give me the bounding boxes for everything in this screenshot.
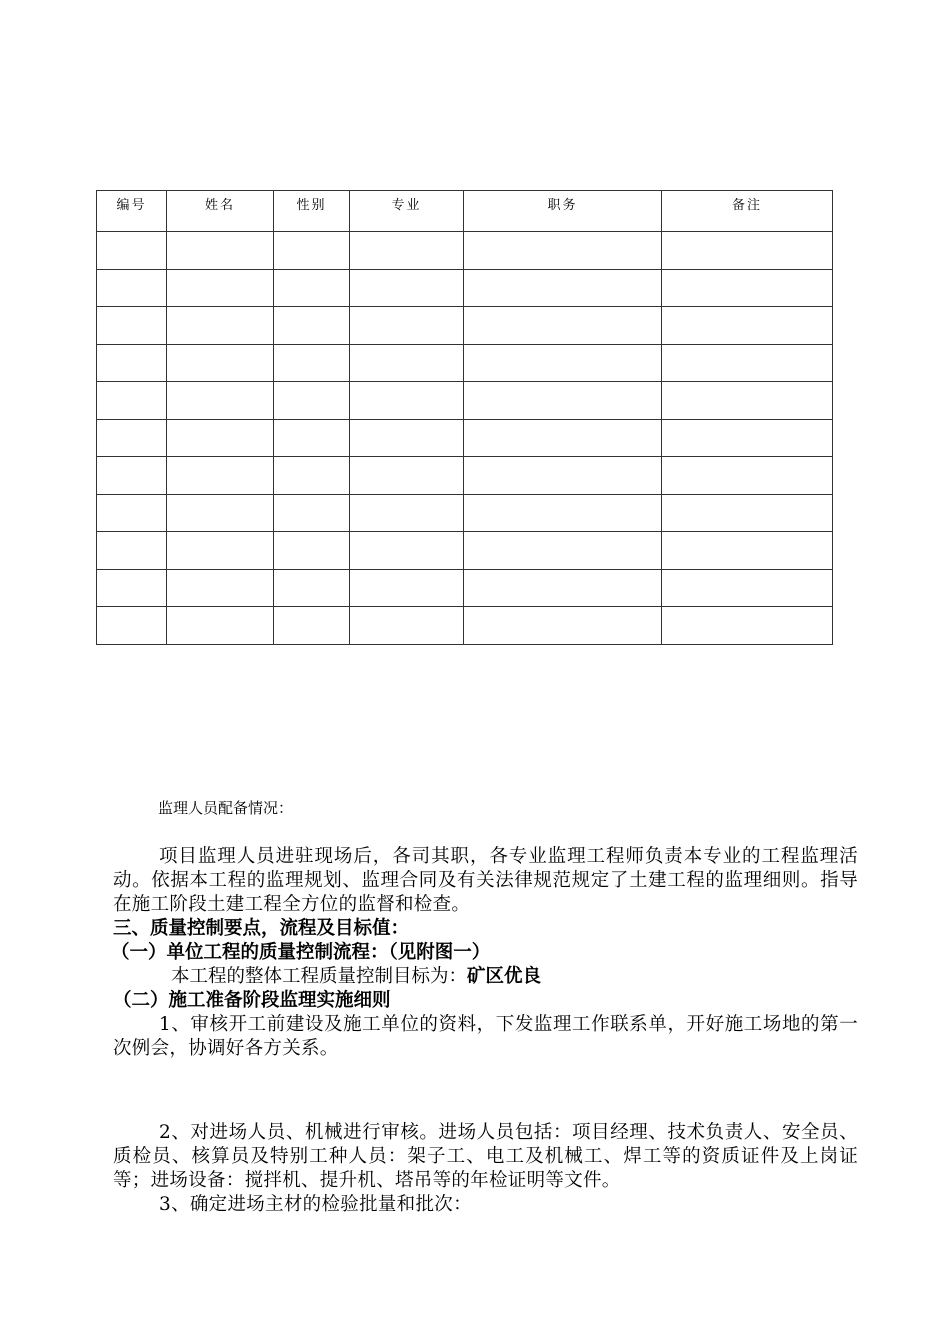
table-cell <box>274 307 350 345</box>
table-row <box>97 344 833 382</box>
table-cell <box>662 307 833 345</box>
list-item-3: 3、确定进场主材的检验批量和批次： <box>159 1194 472 1215</box>
table-cell <box>662 232 833 270</box>
table-cell <box>167 419 274 457</box>
table-cell <box>350 269 464 307</box>
table-cell <box>167 607 274 645</box>
table-header-row <box>97 191 833 232</box>
table-caption: 监理人员配备情况： <box>158 799 294 817</box>
table-cell <box>662 607 833 645</box>
table-row <box>97 269 833 307</box>
table-cell <box>167 532 274 570</box>
table-cell <box>350 307 464 345</box>
table-cell <box>274 607 350 645</box>
quality-goal-line <box>113 965 858 989</box>
heading-section-3: 三、质量控制要点，流程及目标值： <box>113 918 410 939</box>
table-cell <box>97 494 167 532</box>
table-row <box>97 232 833 270</box>
table-cell <box>167 569 274 607</box>
table-cell <box>350 419 464 457</box>
col-header-gender: 性别 <box>274 191 350 232</box>
table-cell <box>350 344 464 382</box>
table-cell <box>274 419 350 457</box>
table-cell <box>97 569 167 607</box>
table-cell <box>662 419 833 457</box>
table-cell <box>167 232 274 270</box>
table-cell <box>662 569 833 607</box>
table-row <box>97 607 833 645</box>
table-cell <box>274 494 350 532</box>
table-cell <box>662 494 833 532</box>
table-cell <box>464 607 662 645</box>
quality-goal-value: 矿区优良 <box>467 966 542 987</box>
table-cell <box>274 232 350 270</box>
table-cell <box>97 232 167 270</box>
table-cell <box>350 569 464 607</box>
table-cell <box>97 419 167 457</box>
table-cell <box>97 344 167 382</box>
table-row <box>97 419 833 457</box>
section-text-2 <box>113 1121 858 1217</box>
staff-table <box>96 190 833 645</box>
col-header-specialty: 专业 <box>350 191 464 232</box>
table-cell <box>97 532 167 570</box>
col-header-number: 编号 <box>97 191 167 232</box>
table-cell <box>97 382 167 420</box>
table-cell <box>167 382 274 420</box>
list-item-2: 2、对进场人员、机械进行审核。进场人员包括：项目经理、技术负责人、安全员、质检员、核算员及特别工种人员：架子工、电工及机械工、焊工等的资质证件及上岗证等；进场设备：搅拌机、提升机、塔吊等的年检证明等文件。 <box>113 1122 858 1191</box>
list-item-1: 1、审核开工前建设及施工单位的资料，下发监理工作联系单，开好施工场地的第一次例会，协调好各方关系。 <box>113 1014 858 1059</box>
col-header-name: 姓名 <box>167 191 274 232</box>
table-cell <box>274 269 350 307</box>
table-cell <box>97 457 167 495</box>
table-cell <box>274 569 350 607</box>
table-cell <box>97 269 167 307</box>
table-cell <box>662 457 833 495</box>
table-row <box>97 457 833 495</box>
table-cell <box>464 569 662 607</box>
quality-goal-prefix: 本工程的整体工程质量控制目标为： <box>171 966 468 987</box>
table-cell <box>464 269 662 307</box>
table-cell <box>350 457 464 495</box>
table-cell <box>350 532 464 570</box>
table-cell <box>662 269 833 307</box>
table-cell <box>97 307 167 345</box>
table-cell <box>464 494 662 532</box>
heading-subsection-1: （一）单位工程的质量控制流程：（见附图一） <box>111 942 491 963</box>
table-cell <box>167 457 274 495</box>
table-cell <box>350 232 464 270</box>
table-row <box>97 494 833 532</box>
table-cell <box>464 532 662 570</box>
table-cell <box>662 344 833 382</box>
table-cell <box>274 532 350 570</box>
table-cell <box>464 344 662 382</box>
heading-subsection-2: （二）施工准备阶段监理实施细则 <box>113 990 391 1011</box>
table-cell <box>350 382 464 420</box>
table-cell <box>662 382 833 420</box>
table-cell <box>350 494 464 532</box>
table-cell <box>464 419 662 457</box>
table-cell <box>167 494 274 532</box>
table-cell <box>464 457 662 495</box>
table-cell <box>274 457 350 495</box>
table-body <box>97 232 833 645</box>
table-cell <box>464 307 662 345</box>
table-cell <box>97 607 167 645</box>
table-row <box>97 532 833 570</box>
table-cell <box>464 232 662 270</box>
table-cell <box>274 382 350 420</box>
table-row <box>97 307 833 345</box>
table-cell <box>274 344 350 382</box>
table-cell <box>167 344 274 382</box>
table-cell <box>662 532 833 570</box>
table-cell <box>167 307 274 345</box>
table-cell <box>167 269 274 307</box>
paragraph-intro: 项目监理人员进驻现场后，各司其职，各专业监理工程师负责本专业的工程监理活动。依据本工程的监理规划、监理合同及有关法律规范规定了土建工程的监理细则。指导在施工阶段土建工程全方位的监督和检查。 <box>113 846 858 915</box>
table-row <box>97 382 833 420</box>
table-cell <box>464 382 662 420</box>
table-cell <box>350 607 464 645</box>
col-header-position: 职务 <box>464 191 662 232</box>
col-header-remarks: 备注 <box>662 191 833 232</box>
table-row <box>97 569 833 607</box>
section-text <box>113 845 858 1061</box>
